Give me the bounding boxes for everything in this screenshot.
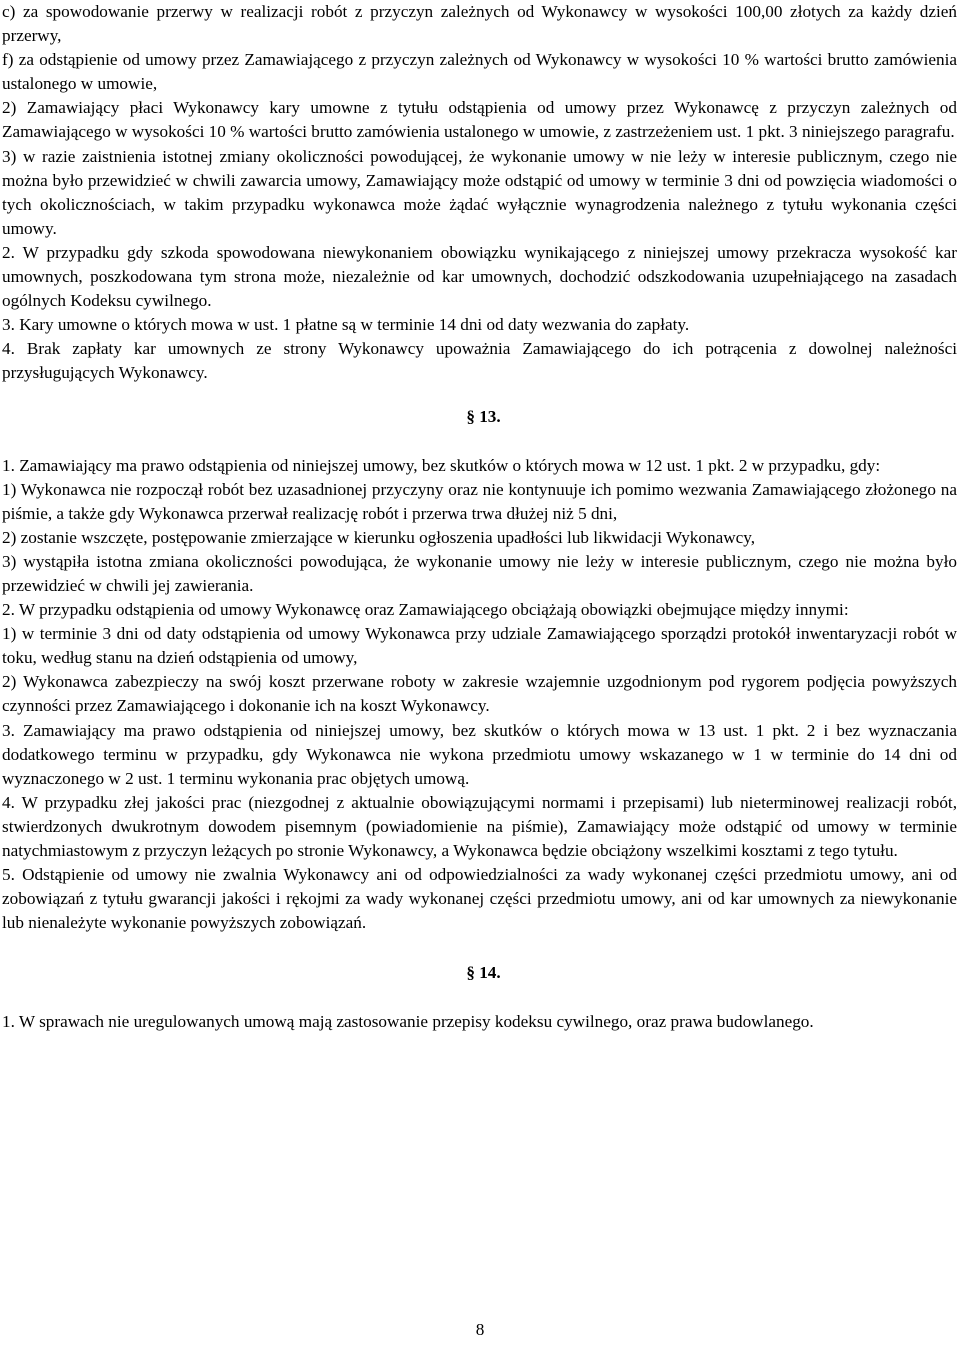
paragraph: 4. W przypadku złej jakości prac (niezgodnej z aktualnie obowiązującymi normami i przepisami) lub nieterminowej realizacji robót, stwierdzonych dwukrotnym dowodem pisemnym (powiadomienie na piśmie), Zamawiający może odstąpić od umowy w terminie natychmiastowym z przyczyn leżących po stronie Wykonawcy, a Wykonawca będzie obciążony wszelkimi kosztami z tego tytułu. <box>2 792 957 860</box>
section-heading-14 <box>2 961 957 985</box>
paragraph: 2) Wykonawca zabezpieczy na swój koszt przerwane roboty w zakresie wzajemnie uzgodnionym pod rygorem podjęcia powyższych czynności przez Zamawiającego i dokonanie ich na koszt Wykonawcy. <box>2 672 957 716</box>
paragraph: 3. Zamawiający ma prawo odstąpienia od niniejszej umowy, bez skutków o których mowa w 13 ust. 1 pkt. 2 i bez wyznaczania dodatkowego terminu w przypadku, gdy Wykonawca nie wykona przedmiotu umowy wskazanego w 1 w terminie do 14 dni od wyznaczonego w 2 ust. 1 terminu wykonania prac objętych umową. <box>2 720 957 788</box>
paragraph: 1. Zamawiający ma prawo odstąpienia od niniejszej umowy, bez skutków o których mowa w 12 ust. 1 pkt. 2 w przypadku, gdy: <box>2 455 881 475</box>
section-13-body <box>2 454 957 936</box>
paragraph: f) za odstąpienie od umowy przez Zamawiającego z przyczyn zależnych od Wykonawcy w wysokości 10 % wartości brutto zamówienia ustalonego w umowie, <box>2 50 957 94</box>
paragraph: 2) Zamawiający płaci Wykonawcy kary umowne z tytułu odstąpienia od umowy przez Wykonawcę z przyczyn zależnych od Zamawiającego w wysokości 10 % wartości brutto zamówienia ustalonego w umowie, z zastrzeżeniem ust. 1 pkt. 3 niniejszego paragrafu. <box>2 98 957 142</box>
paragraph: 1. W sprawach nie uregulowanych umową mają zastosowanie przepisy kodeksu cywilnego, oraz prawa budowlanego. <box>2 1012 814 1032</box>
section-14-body <box>2 1010 957 1034</box>
paragraph: 4. Brak zapłaty kar umownych ze strony Wykonawcy upoważnia Zamawiającego do ich potrącenia z dowolnej należności przysługujących Wykonawcy. <box>2 339 957 383</box>
section-number: 13. <box>479 406 501 426</box>
paragraph: 1) w terminie 3 dni od daty odstąpienia od umowy Wykonawca przy udziale Zamawiającego sporządzi protokół inwentaryzacji robót w toku, według stanu na dzień odstąpienia od umowy, <box>2 624 957 668</box>
section-sign-icon: § <box>466 406 475 426</box>
paragraph: 3. Kary umowne o których mowa w ust. 1 płatne są w terminie 14 dni od daty wezwania do zapłaty. <box>2 315 690 335</box>
page-number: 8 <box>475 1320 485 1339</box>
paragraph: 3) wystąpiła istotna zmiana okoliczności powodująca, że wykonanie umowy nie leży w interesie publicznym, czego nie można było przewidzieć w chwili jej zawierania. <box>2 551 957 595</box>
paragraph: 3) w razie zaistnienia istotnej zmiany okoliczności powodującej, że wykonanie umowy w nie leży w interesie publicznym, czego nie można było przewidzieć w chwili zawarcia umowy, Zamawiający może odstąpić od umowy w terminie 3 dni od powzięcia wiadomości o tych okolicznościach, w takim przypadku wykonawca może żądać wyłącznie wynagrodzenia należnego z tytułu wykonania części umowy. <box>2 146 957 238</box>
top-section <box>2 0 957 386</box>
paragraph: 2. W przypadku odstąpienia od umowy Wykonawcę oraz Zamawiającego obciążają obowiązki obejmujące między innymi: <box>2 600 849 620</box>
section-number: 14. <box>479 963 501 983</box>
paragraph: 2. W przypadku gdy szkoda spowodowana niewykonaniem obowiązku wynikającego z niniejszej umowy przekracza wysokość kar umownych, poszkodowana tym strona może, niezależnie od kar umownych, dochodzić odszkodowania uzupełniającego na zasadach ogólnych Kodeksu cywilnego. <box>2 242 957 311</box>
section-heading-13 <box>2 405 957 429</box>
paragraph: 2) zostanie wszczęte, postępowanie zmierzające w kierunku ogłoszenia upadłości lub likwidacji Wykonawcy, <box>2 527 756 547</box>
paragraph: c) za spowodowanie przerwy w realizacji robót z przyczyn zależnych od Wykonawcy w wysokości 100,00 złotych za każdy dzień przerwy, <box>2 2 957 46</box>
paragraph: 5. Odstąpienie od umowy nie zwalnia Wykonawcy ani od odpowiedzialności za wady wykonanej części przedmiotu umowy, ani od zobowiązań z tytułu gwarancji jakości i rękojmi za wady wykonanej części przedmiotu umowy, ani od kar umownych za niewykonanie lub nienależyte wykonanie powyższych zobowiązań. <box>2 865 957 933</box>
paragraph: 1) Wykonawca nie rozpoczął robót bez uzasadnionej przyczyny oraz nie kontynuuje ich pomimo wezwania Zamawiającego złożonego na piśmie, a także gdy Wykonawca przerwał realizację robót i przerwa trwa dłużej niż 5 dni, <box>2 479 957 523</box>
section-sign-icon: § <box>466 963 475 983</box>
